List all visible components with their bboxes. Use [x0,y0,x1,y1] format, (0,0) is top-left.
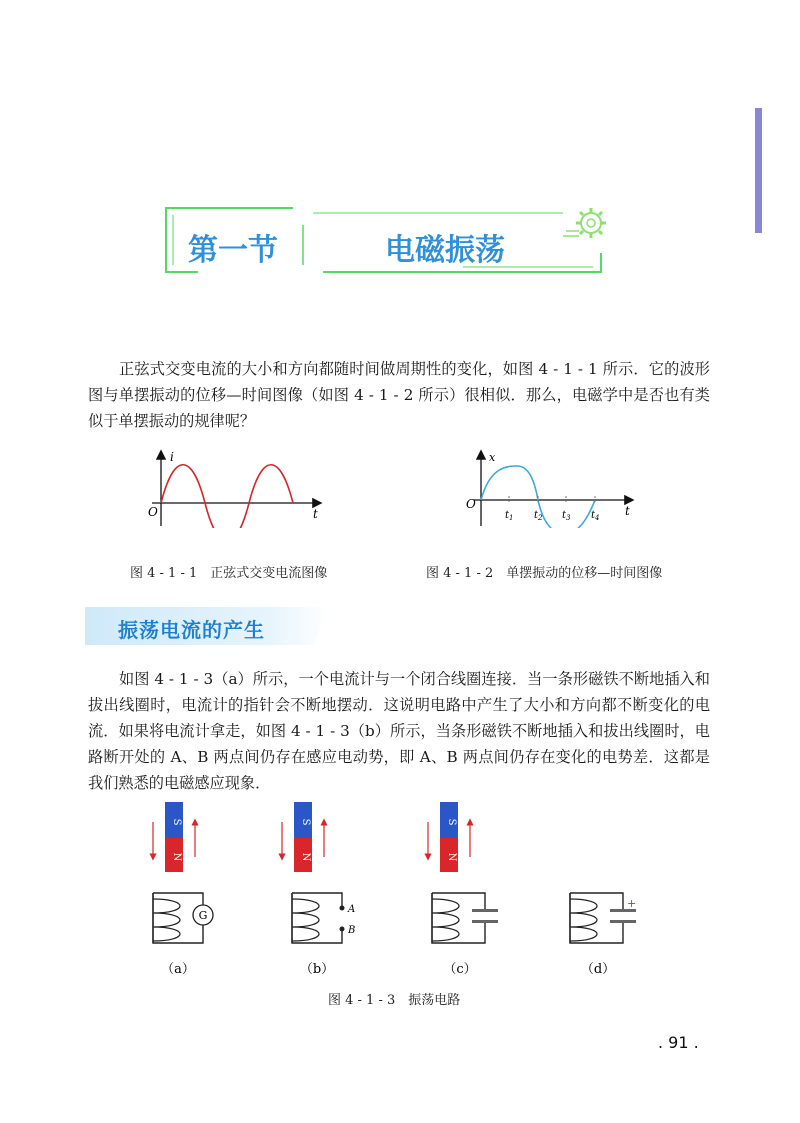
page-number: . 91 . [658,1033,699,1052]
svg-text:S: S [446,818,457,826]
svg-text:N: N [171,852,182,862]
gear-icon [563,208,606,238]
x-label: t [313,507,318,521]
svg-text:S: S [300,818,311,826]
label-a: （a） [161,962,195,977]
origin-label: O [466,497,476,511]
svg-text:N: N [446,852,457,862]
svg-text:N: N [300,852,311,862]
body-paragraph [88,666,710,796]
x-label: t [625,504,630,518]
origin-label: O [148,505,158,519]
sine-curve [161,465,293,528]
intro-text: 正弦式交变电流的大小和方向都随时间做周期性的变化，如图 4 - 1 - 1 所示．它的波形图与单摆振动的位移—时间图像（如图 4 - 1 - 2 所示）很相似．那么，电磁学中是否也有类似于单摆振动的规律呢？ [88,360,710,430]
subheading-title: 振荡电流的产生 [118,618,265,642]
label-b: （b） [299,962,335,977]
circuit-b [282,802,355,977]
y-label: x [489,451,496,464]
figure-sine-current [130,448,330,528]
tick-t3: $t_3$ [562,510,571,522]
circuit-a [153,802,213,977]
label-c: （c） [443,962,477,977]
figure1-caption: 图 4 - 1 - 1 正弦式交变电流图像 [130,566,328,581]
point-b [340,927,345,932]
figure2-caption: 图 4 - 1 - 2 单摆振动的位移—时间图像 [426,566,663,581]
svg-text:G: G [198,909,208,922]
figure3-caption: 图 4 - 1 - 3 振荡电路 [328,993,461,1008]
tick-t1: $t_1$ [505,510,514,522]
circuit-d [570,893,636,977]
plus-sign: + [627,897,637,910]
tick-t2: $t_2$ [534,510,543,522]
svg-text:B: B [348,925,356,936]
chapter-side-tab [755,108,762,233]
figure-pendulum-graph [462,448,642,528]
intro-paragraph [88,356,710,434]
section-number: 第一节 [188,233,278,268]
point-a [340,906,345,911]
svg-text:S: S [171,818,182,826]
capacitor-plate-bottom [472,920,498,923]
label-d: （d） [580,962,616,977]
tick-t4: $t_4$ [591,510,600,522]
figure-oscillation-circuits [120,797,660,982]
section-title: 电磁振荡 [385,233,505,268]
capacitor-plate-top [472,909,498,912]
circuit-c [428,802,498,977]
y-label: i [170,450,174,464]
svg-text:A: A [348,904,356,915]
body-text: 如图 4 - 1 - 3（a）所示，一个电流计与一个闭合线圈连接．当一条形磁铁不断地插入和拔出线圈时，电流计的指针会不断地摆动．这说明电路中产生了大小和方向都不断变化的电流．如果将电流计拿走，如图 4 - 1 - 3（b）所示，当条形磁铁不断地插入和拔出线圈时，电路断开处的 A、B 两点间仍存在感应电动势，即 A、B 两点间仍存在变化的电势差．这都是我们熟悉的电磁感应现象． [88,670,710,792]
